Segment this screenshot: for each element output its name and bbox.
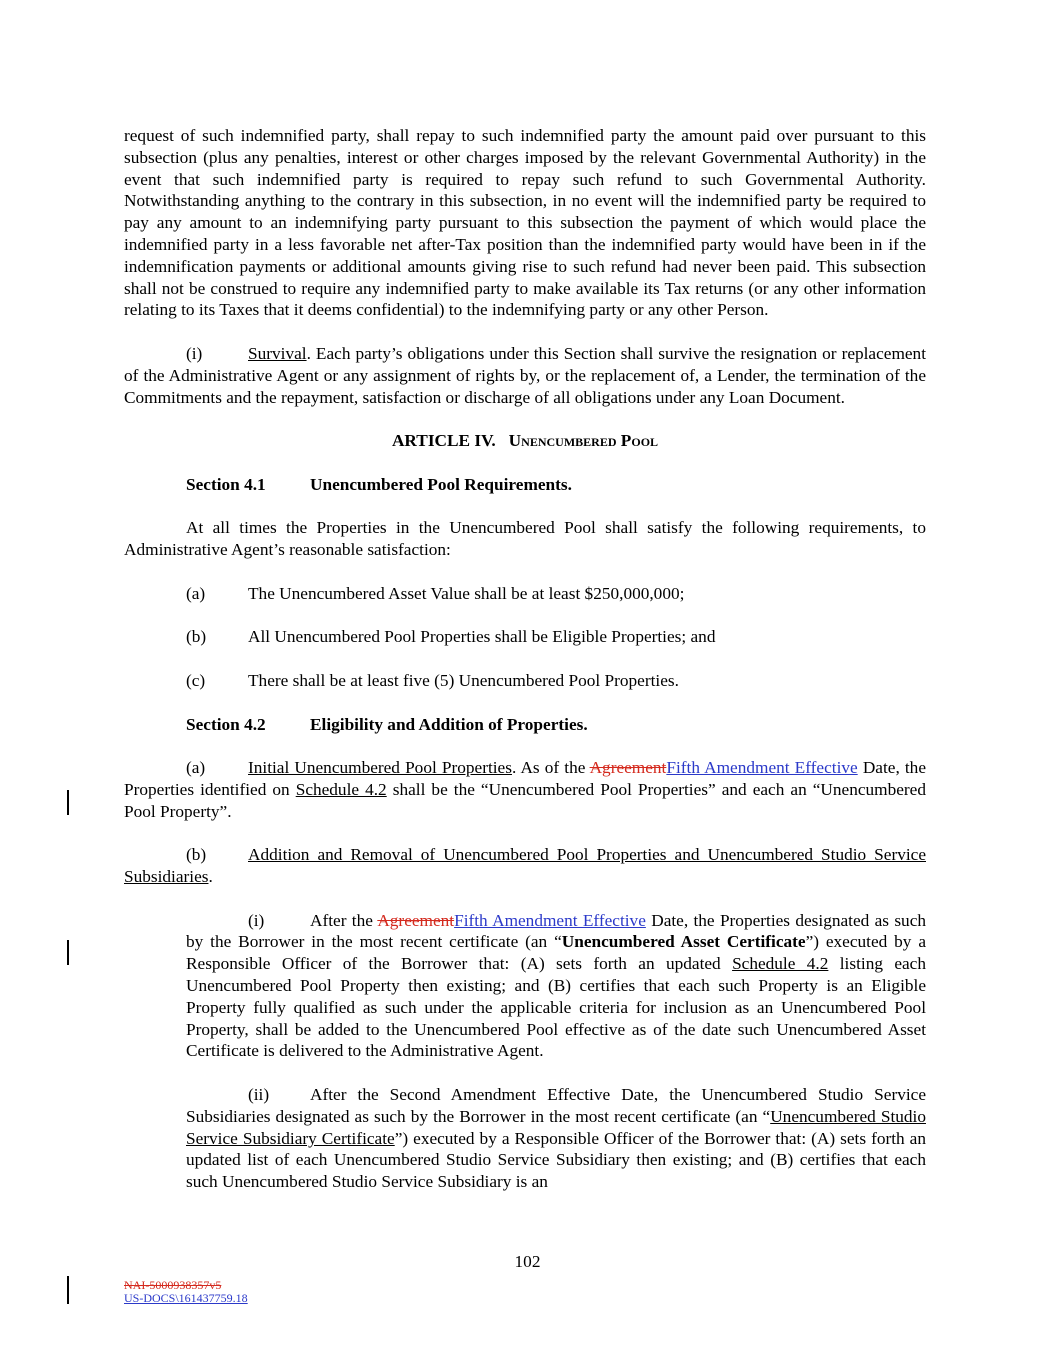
list-item: (b) All Unencumbered Pool Properties shall be Eligible Properties; and xyxy=(186,627,716,647)
document-page xyxy=(124,125,926,1215)
subsection-title: Addition and Removal of Unencumbered Pool Properties and Unencumbered Studio Service Subsidiaries xyxy=(124,845,926,887)
subsection-title: Initial Unencumbered Pool Properties xyxy=(248,758,512,778)
defined-term: Unencumbered Asset Certificate xyxy=(561,932,806,952)
list-item: (c) There shall be at least five (5) Unencumbered Pool Properties. xyxy=(186,670,679,690)
change-bar xyxy=(67,940,69,965)
list-item: (a) The Unencumbered Asset Value shall be at least $250,000,000; xyxy=(186,583,685,603)
deleted-text: Agreement xyxy=(377,910,455,930)
section-4-2-b-ii: (ii) After the Second Amendment Effective Date, the Unencumbered Studio Service Subsidiaries designated as such by the Borrower in the most recent certificate (an “Unencumbered Studio Service Subsidiary Certificate”) executed by a Responsible Officer of the Borrower that: (A) sets forth an updated list of each Unencumbered Studio Service Subsidiary then existing; and (B) certifies that each such Unencumbered Studio Service Subsidiary is an xyxy=(186,1085,926,1192)
intro-paragraph: request of such indemnified party, shall repay to such indemnified party the amount paid over pursuant to this subsection (plus any penalties, interest or other charges imposed by the relevant Governmental Authority) in the event that such indemnified party is required to repay such refund to such Governmental Authority. Notwithstanding anything to the contrary in this subsection, in no event will the indemnified party be required to pay any amount to an indemnifying party pursuant to this subsection the payment of which would place the indemnified party in a less favorable net after-Tax position than the indemnified party would have been in if the indemnification payments or additional amounts giving rise to such refund had never been paid. This subsection shall not be construed to require any indemnified party to make available its Tax returns (or any other information relating to its Taxes that it deems confidential) to the indemnifying party or any other Person. xyxy=(124,126,926,320)
section-title: Unencumbered Pool Requirements. xyxy=(310,474,572,494)
survival-paragraph: (i) Survival. Each party’s obligations under this Section shall survive the resignation or replacement of the Administrative Agent or any assignment of rights by, or the replacement of, a Lender, the termination of the Commitments and the repayment, satisfaction or discharge of all obligations under any Loan Document. xyxy=(124,343,926,407)
section-4-2-b-i: (i) After the AgreementFifth Amendment Effective Date, the Properties designated as such by the Borrower in the most recent certificate (an “Unencumbered Asset Certificate”) executed by a Responsible Officer of the Borrower that: (A) sets forth an updated Schedule 4.2 listing each Unencumbered Pool Property then existing; and (B) certifies that each such Property is an Eligible Property fully qualified as such under the applicable criteria for inclusion as an Unencumbered Pool Property, shall be added to the Unencumbered Pool effective as of the date such Unencumbered Asset Certificate is delivered to the Administrative Agent. xyxy=(186,910,927,1061)
section-4-1-intro: At all times the Properties in the Unencumbered Pool shall satisfy the following requirements, to Administrative Agent’s reasonable satisfaction: xyxy=(124,518,926,560)
section-number: Section 4.2 xyxy=(186,714,266,734)
inserted-text: Fifth Amendment Effective xyxy=(454,910,646,930)
section-4-2-b: (b) Addition and Removal of Unencumbered Pool Properties and Unencumbered Studio Service Subsidiaries. xyxy=(124,845,926,887)
inserted-text: Fifth Amendment Effective xyxy=(666,758,858,778)
survival-text: Each party’s obligations under this Section shall survive the resignation or replacement of the Administrative Agent or any assignment of rights by, or the replacement of, a Lender, the termination of the Commitments and the repayment, satisfaction or discharge of all obligations under any Loan Document. xyxy=(124,343,926,407)
change-bar xyxy=(67,1276,69,1304)
footer-doc-id xyxy=(124,1279,248,1305)
deleted-text: Agreement xyxy=(589,758,667,778)
article-heading xyxy=(124,430,926,452)
survival-title: Survival xyxy=(248,343,307,363)
article-title: Unencumbered Pool xyxy=(508,431,659,451)
section-number: Section 4.1 xyxy=(186,474,266,494)
schedule-reference: Schedule 4.2 xyxy=(732,954,829,974)
section-4-2-a: (a) Initial Unencumbered Pool Properties. As of the AgreementFifth Amendment Effective Date, the Properties identified on Schedule 4.2 shall be the “Unencumbered Pool Properties” and each an “Unencumbered Pool Property”. xyxy=(124,758,926,821)
schedule-reference: Schedule 4.2 xyxy=(295,779,387,799)
section-title: Eligibility and Addition of Properties. xyxy=(310,714,588,734)
inserted-doc-id: US-DOCS\161437759.18 xyxy=(124,1291,248,1305)
page-number: 102 xyxy=(514,1252,541,1271)
deleted-doc-id: NAI-5000938357v5 xyxy=(124,1278,222,1292)
section-4-2-heading xyxy=(186,714,926,736)
change-bar xyxy=(67,790,69,815)
survival-label: (i) xyxy=(186,343,203,363)
defined-term: Unencumbered Studio Service Subsidiary Certificate xyxy=(186,1106,926,1148)
article-number: ARTICLE IV. xyxy=(391,431,496,451)
section-4-1-heading xyxy=(186,474,926,496)
